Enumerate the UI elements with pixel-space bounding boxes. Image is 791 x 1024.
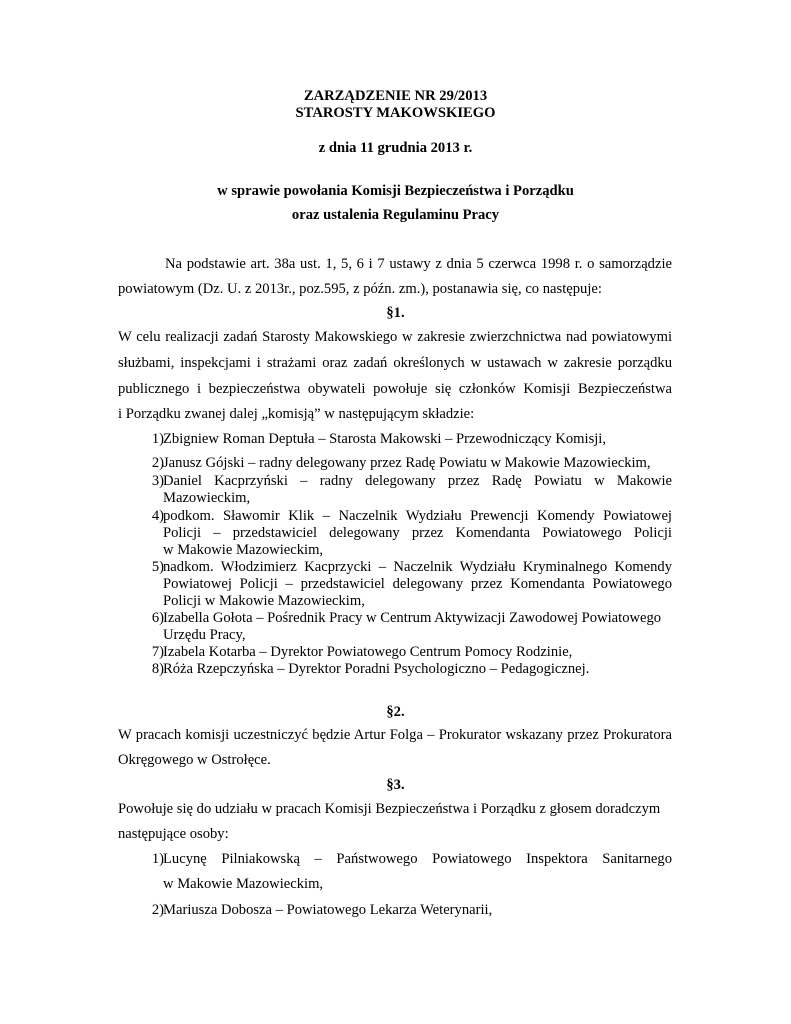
preamble-line-1: Na podstawie art. 38a ust. 1, 5, 6 i 7 ustawy z dnia 5 czerwca 1998 r. o samorządzie	[165, 256, 672, 272]
section-1-line-3: publicznego i bezpieczeństwa obywateli powołuje się członków Komisji Bezpieczeństwa	[118, 381, 672, 397]
list-item-number: 8)	[151, 661, 164, 677]
list-item-text: Policji w Makowie Mazowieckim,	[163, 593, 365, 609]
section-1-line-2: służbami, inspekcjami i strażami oraz zadań określonych w ustawach w zakresie porządku	[118, 355, 672, 371]
list-item-number: 6)	[151, 610, 164, 626]
section-3-line-1: Powołuje się do udziału w pracach Komisji Bezpieczeństwa i Porządku z głosem doradczym	[118, 801, 661, 817]
list-item-text: Daniel Kacprzyński – radny delegowany przez Radę Powiatu w Makowie	[163, 473, 672, 489]
list-item-text: Izabella Gołota – Pośrednik Pracy w Centrum Aktywizacji Zawodowej Powiatowego	[163, 610, 662, 626]
section-3-heading: §3.	[386, 777, 405, 793]
list-item-number: 1)	[151, 431, 164, 447]
date-line: z dnia 11 grudnia 2013 r.	[318, 140, 473, 156]
list-item-number: 7)	[151, 644, 164, 660]
section-2-line-1: W pracach komisji uczestniczyć będzie Artur Folga – Prokurator wskazany przez Prokuratora	[118, 727, 672, 743]
title-line-1: ZARZĄDZENIE NR 29/2013	[303, 88, 488, 104]
list-item-number: 5)	[151, 559, 164, 575]
subject-line-1: w sprawie powołania Komisji Bezpieczeństwa i Porządku	[217, 183, 574, 199]
list-item-text: Powiatowej Policji – przedstawiciel delegowany przez Komendanta Powiatowego	[163, 576, 672, 592]
list-item-text: Róża Rzepczyńska – Dyrektor Poradni Psychologiczno – Pedagogicznej.	[163, 661, 590, 677]
section-2-heading: §2.	[386, 704, 405, 720]
list-item-text: w Makowie Mazowieckim,	[163, 876, 324, 892]
list-item-number: 2)	[151, 455, 164, 471]
list-item-text: Izabela Kotarba – Dyrektor Powiatowego Centrum Pomocy Rodzinie,	[163, 644, 573, 660]
list-item-text: nadkom. Włodzimierz Kacprzycki – Naczelnik Wydziału Kryminalnego Komendy	[163, 559, 672, 575]
section-3-line-2: następujące osoby:	[118, 826, 229, 842]
list-item-number: 3)	[151, 473, 164, 489]
list-item-number: 2)	[151, 902, 164, 918]
list-item-text: Lucynę Pilniakowską – Państwowego Powiatowego Inspektora Sanitarnego	[163, 851, 672, 867]
list-item-text: Urzędu Pracy,	[163, 627, 246, 643]
list-item-text: podkom. Sławomir Klik – Naczelnik Wydziału Prewencji Komendy Powiatowej	[163, 508, 672, 524]
list-item-text: Policji – przedstawiciel delegowany przez Komendanta Powiatowego Policji	[163, 525, 672, 541]
title-line-2: STAROSTY MAKOWSKIEGO	[295, 105, 496, 121]
list-item-number: 4)	[151, 508, 164, 524]
list-item-text: Mariusza Dobosza – Powiatowego Lekarza Weterynarii,	[163, 902, 493, 918]
list-item-text: Zbigniew Roman Deptuła – Starosta Makowski – Przewodniczący Komisji,	[163, 431, 607, 447]
section-2-line-2: Okręgowego w Ostrołęce.	[118, 752, 271, 768]
preamble-line-2: powiatowym (Dz. U. z 2013r., poz.595, z późn. zm.), postanawia się, co następuje:	[118, 281, 602, 297]
list-item-text: Janusz Gójski – radny delegowany przez Radę Powiatu w Makowie Mazowieckim,	[163, 455, 651, 471]
list-item-text: Mazowieckim,	[163, 490, 251, 506]
list-item-text: w Makowie Mazowieckim,	[163, 542, 324, 558]
section-1-heading: §1.	[386, 305, 405, 321]
section-1-line-4: i Porządku zwanej dalej „komisją” w następującym składzie:	[118, 406, 475, 422]
section-1-line-1: W celu realizacji zadań Starosty Makowskiego w zakresie zwierzchnictwa nad powiatowymi	[118, 329, 672, 345]
list-item-number: 1)	[151, 851, 164, 867]
subject-line-2: oraz ustalenia Regulaminu Pracy	[291, 207, 500, 223]
